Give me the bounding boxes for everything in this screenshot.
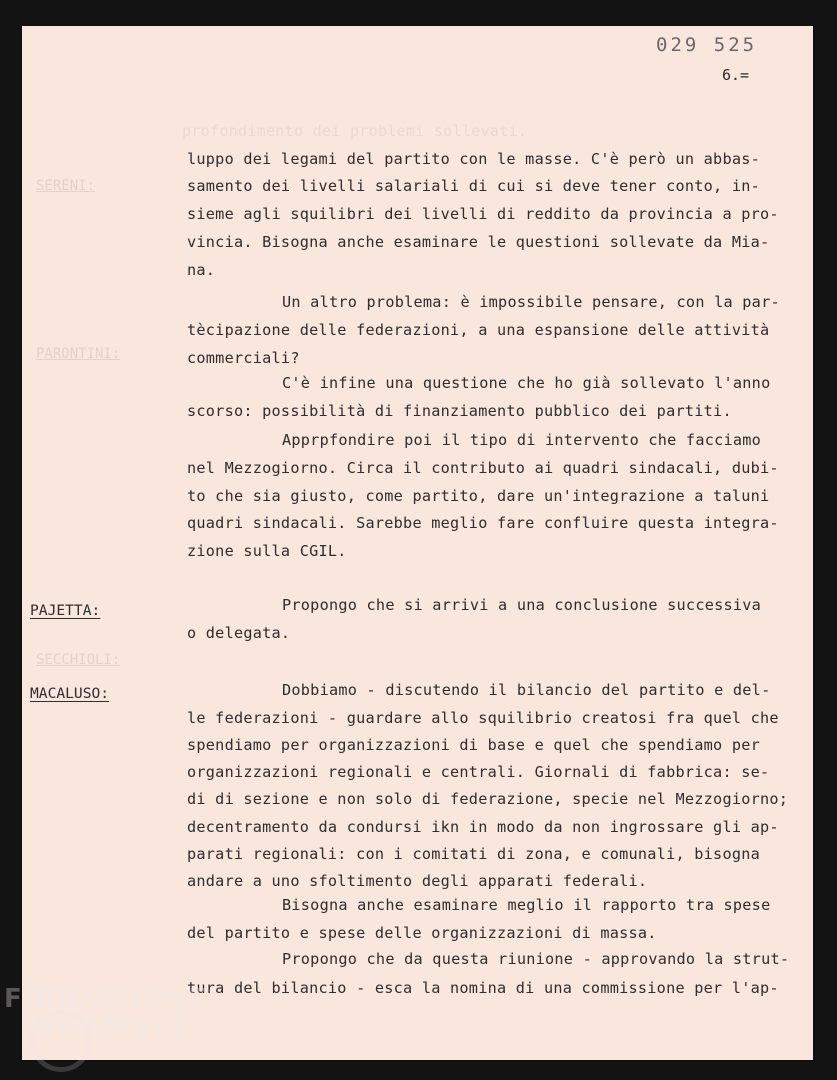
fondazione-gramsci-watermark [4, 986, 207, 1040]
archive-number: 029 525 [656, 34, 758, 56]
text-line: to che sia giusto, come partito, dare un'integrazione a taluni [187, 487, 770, 505]
speaker-macaluso: MACALUSO: [30, 685, 110, 702]
speaker-pajetta: PAJETTA: [30, 602, 101, 619]
text-line: C'è infine una questione che ho già sollevato l'anno [282, 374, 771, 392]
page-number: 6.= [722, 66, 750, 84]
text-line: luppo dei legami del partito con le masse. C'è però un abbas- [187, 150, 761, 168]
text-line: sieme agli squilibri dei livelli di reddito da provincia a pro- [187, 205, 779, 223]
text-line: Un altro problema: è impossibile pensare, con la par- [282, 293, 780, 311]
text-line: samento dei livelli salariali di cui si deve tener conto, in- [187, 177, 761, 195]
text-line: Propongo che si arrivi a una conclusione successiva [282, 596, 762, 614]
text-line: tècipazione delle federazioni, a una espansione delle attività [187, 321, 770, 339]
text-line: Propongo che da questa riunione - approvando la strut- [282, 950, 790, 968]
text-line: spendiamo per organizzazioni di base e quel che spendiamo per [187, 736, 761, 754]
text-line: parati regionali: con i comitati di zona, e comunali, bisogna [187, 845, 761, 863]
text-line: andare a uno sfoltimento degli apparati federali. [187, 872, 648, 890]
bleed-through-speaker: PARONTINI: [36, 346, 121, 362]
text-line: del partito e spese delle organizzazioni di massa. [187, 924, 657, 942]
text-line: o delegata. [187, 624, 291, 642]
bleed-through-line: profondimento dei problemi sollevati. [182, 122, 528, 140]
text-line: Dobbiamo - discutendo il bilancio del partito e del- [282, 681, 771, 699]
text-line: scorso: possibilità di finanziamento pubblico dei partiti. [187, 402, 732, 420]
watermark-line-1: FONDAZIONE [4, 984, 208, 1014]
text-line: commerciali? [187, 349, 300, 367]
text-line: quadri sindacali. Sarebbe meglio fare confluire questa integra- [187, 514, 779, 532]
text-line: Apprpfondire poi il tipo di intervento che facciamo [282, 431, 762, 449]
text-line: vincia. Bisogna anche esaminare le questioni sollevate da Mia- [187, 233, 770, 251]
gramsci-logo-icon [30, 1010, 92, 1072]
text-line: zione sulla CGIL. [187, 542, 347, 560]
bleed-through-speaker: SECCHIOLI: [36, 652, 121, 668]
text-line: Bisogna anche esaminare meglio il rapporto tra spese [282, 896, 771, 914]
text-line: le federazioni - guardare allo squilibrio creatosi fra quel che [187, 709, 779, 727]
text-line: organizzazioni regionali e centrali. Giornali di fabbrica: se- [187, 763, 770, 781]
text-line: decentramento da condursi ikn in modo da non ingrossare gli ap- [187, 818, 779, 836]
watermark-line-2: GRAMSCI [32, 1012, 188, 1042]
text-line: na. [187, 261, 216, 279]
text-line: nel Mezzogiorno. Circa il contributo ai quadri sindacali, dubi- [187, 459, 779, 477]
text-line: di di sezione e non solo di federazione, specie nel Mezzogiorno; [187, 790, 789, 808]
document-page [22, 26, 813, 1060]
text-line: tura del bilancio - esca la nomina di una commissione per l'ap- [187, 979, 779, 997]
bleed-through-speaker: SERENI: [36, 178, 96, 194]
